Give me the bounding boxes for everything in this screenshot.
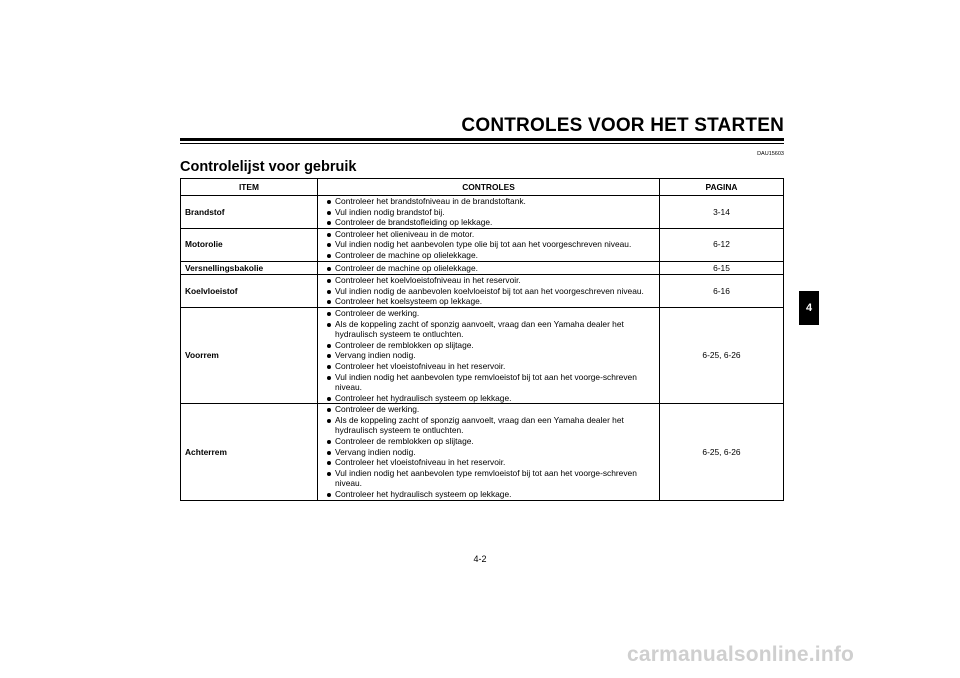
- column-header-controles: CONTROLES: [318, 179, 660, 196]
- table-row: [181, 196, 784, 229]
- check-item: Controleer het olieniveau in de motor.: [322, 229, 656, 240]
- table-row: [181, 228, 784, 261]
- check-item: Controleer het koelsysteem op lekkage.: [322, 296, 656, 307]
- checks-cell: [318, 307, 660, 403]
- check-item: Als de koppeling zacht of sponzig aanvoelt, vraag dan een Yamaha dealer het hydraulisch systeem te ontluchten.: [322, 319, 656, 340]
- check-item: Vul indien nodig de aanbevolen koelvloeistof bij tot aan het voorgeschreven niveau.: [322, 286, 656, 297]
- check-item: Controleer het vloeistofniveau in het reservoir.: [322, 361, 656, 372]
- checks-cell: [318, 404, 660, 500]
- check-item: Controleer het koelvloeistofniveau in het reservoir.: [322, 275, 656, 286]
- item-cell: Voorrem: [181, 307, 318, 403]
- page-header-title: CONTROLES VOOR HET STARTEN: [461, 115, 784, 136]
- item-cell: Brandstof: [181, 196, 318, 229]
- check-item: Vul indien nodig brandstof bij.: [322, 207, 656, 218]
- header-rule-thin: [180, 143, 784, 144]
- check-item: Vul indien nodig het aanbevolen type remvloeistof bij tot aan het voorge-schreven niveau.: [322, 468, 656, 489]
- check-item: Controleer het hydraulisch systeem op lekkage.: [322, 393, 656, 404]
- check-item: Vul indien nodig het aanbevolen type remvloeistof bij tot aan het voorge-schreven niveau.: [322, 372, 656, 393]
- page-ref-cell: 6-25, 6-26: [660, 404, 784, 500]
- checks-cell: [318, 261, 660, 275]
- table-row: [181, 307, 784, 403]
- table-header-row: [181, 179, 784, 196]
- checks-cell: [318, 196, 660, 229]
- watermark-text: carmanualsonline.info: [627, 643, 855, 666]
- item-cell: Versnellingsbakolie: [181, 261, 318, 275]
- check-item: Controleer de werking.: [322, 404, 656, 415]
- check-item: Als de koppeling zacht of sponzig aanvoelt, vraag dan een Yamaha dealer het hydraulisch systeem te ontluchten.: [322, 415, 656, 436]
- check-item: Controleer het vloeistofniveau in het reservoir.: [322, 457, 656, 468]
- check-item: Controleer het hydraulisch systeem op lekkage.: [322, 489, 656, 500]
- check-item: Controleer het brandstofniveau in de brandstoftank.: [322, 196, 656, 207]
- item-cell: Koelvloeistof: [181, 275, 318, 308]
- check-item: Controleer de werking.: [322, 308, 656, 319]
- page-ref-cell: 6-15: [660, 261, 784, 275]
- check-item: Vervang indien nodig.: [322, 350, 656, 361]
- check-item: Controleer de remblokken op slijtage.: [322, 340, 656, 351]
- page-ref-cell: 6-25, 6-26: [660, 307, 784, 403]
- page-number: 4-2: [473, 554, 487, 564]
- table-row: [181, 404, 784, 500]
- column-header-item: ITEM: [181, 179, 318, 196]
- check-item: Vervang indien nodig.: [322, 447, 656, 458]
- checks-cell: [318, 228, 660, 261]
- chapter-tab: 4: [799, 291, 819, 325]
- document-code: DAU15603: [757, 151, 784, 157]
- header-rule-thick: [180, 138, 784, 141]
- page-ref-cell: 3-14: [660, 196, 784, 229]
- column-header-pagina: PAGINA: [660, 179, 784, 196]
- item-cell: Achterrem: [181, 404, 318, 500]
- check-item: Controleer de brandstofleiding op lekkage.: [322, 217, 656, 228]
- check-item: Controleer de remblokken op slijtage.: [322, 436, 656, 447]
- page-ref-cell: 6-12: [660, 228, 784, 261]
- section-title: Controlelijst voor gebruik: [180, 159, 357, 175]
- page-ref-cell: 6-16: [660, 275, 784, 308]
- checks-cell: [318, 275, 660, 308]
- item-cell: Motorolie: [181, 228, 318, 261]
- check-item: Controleer de machine op olielekkage.: [322, 263, 656, 274]
- check-item: Controleer de machine op olielekkage.: [322, 250, 656, 261]
- checklist-table: [180, 178, 784, 501]
- table-row: [181, 261, 784, 275]
- table-row: [181, 275, 784, 308]
- check-item: Vul indien nodig het aanbevolen type olie bij tot aan het voorgeschreven niveau.: [322, 239, 656, 250]
